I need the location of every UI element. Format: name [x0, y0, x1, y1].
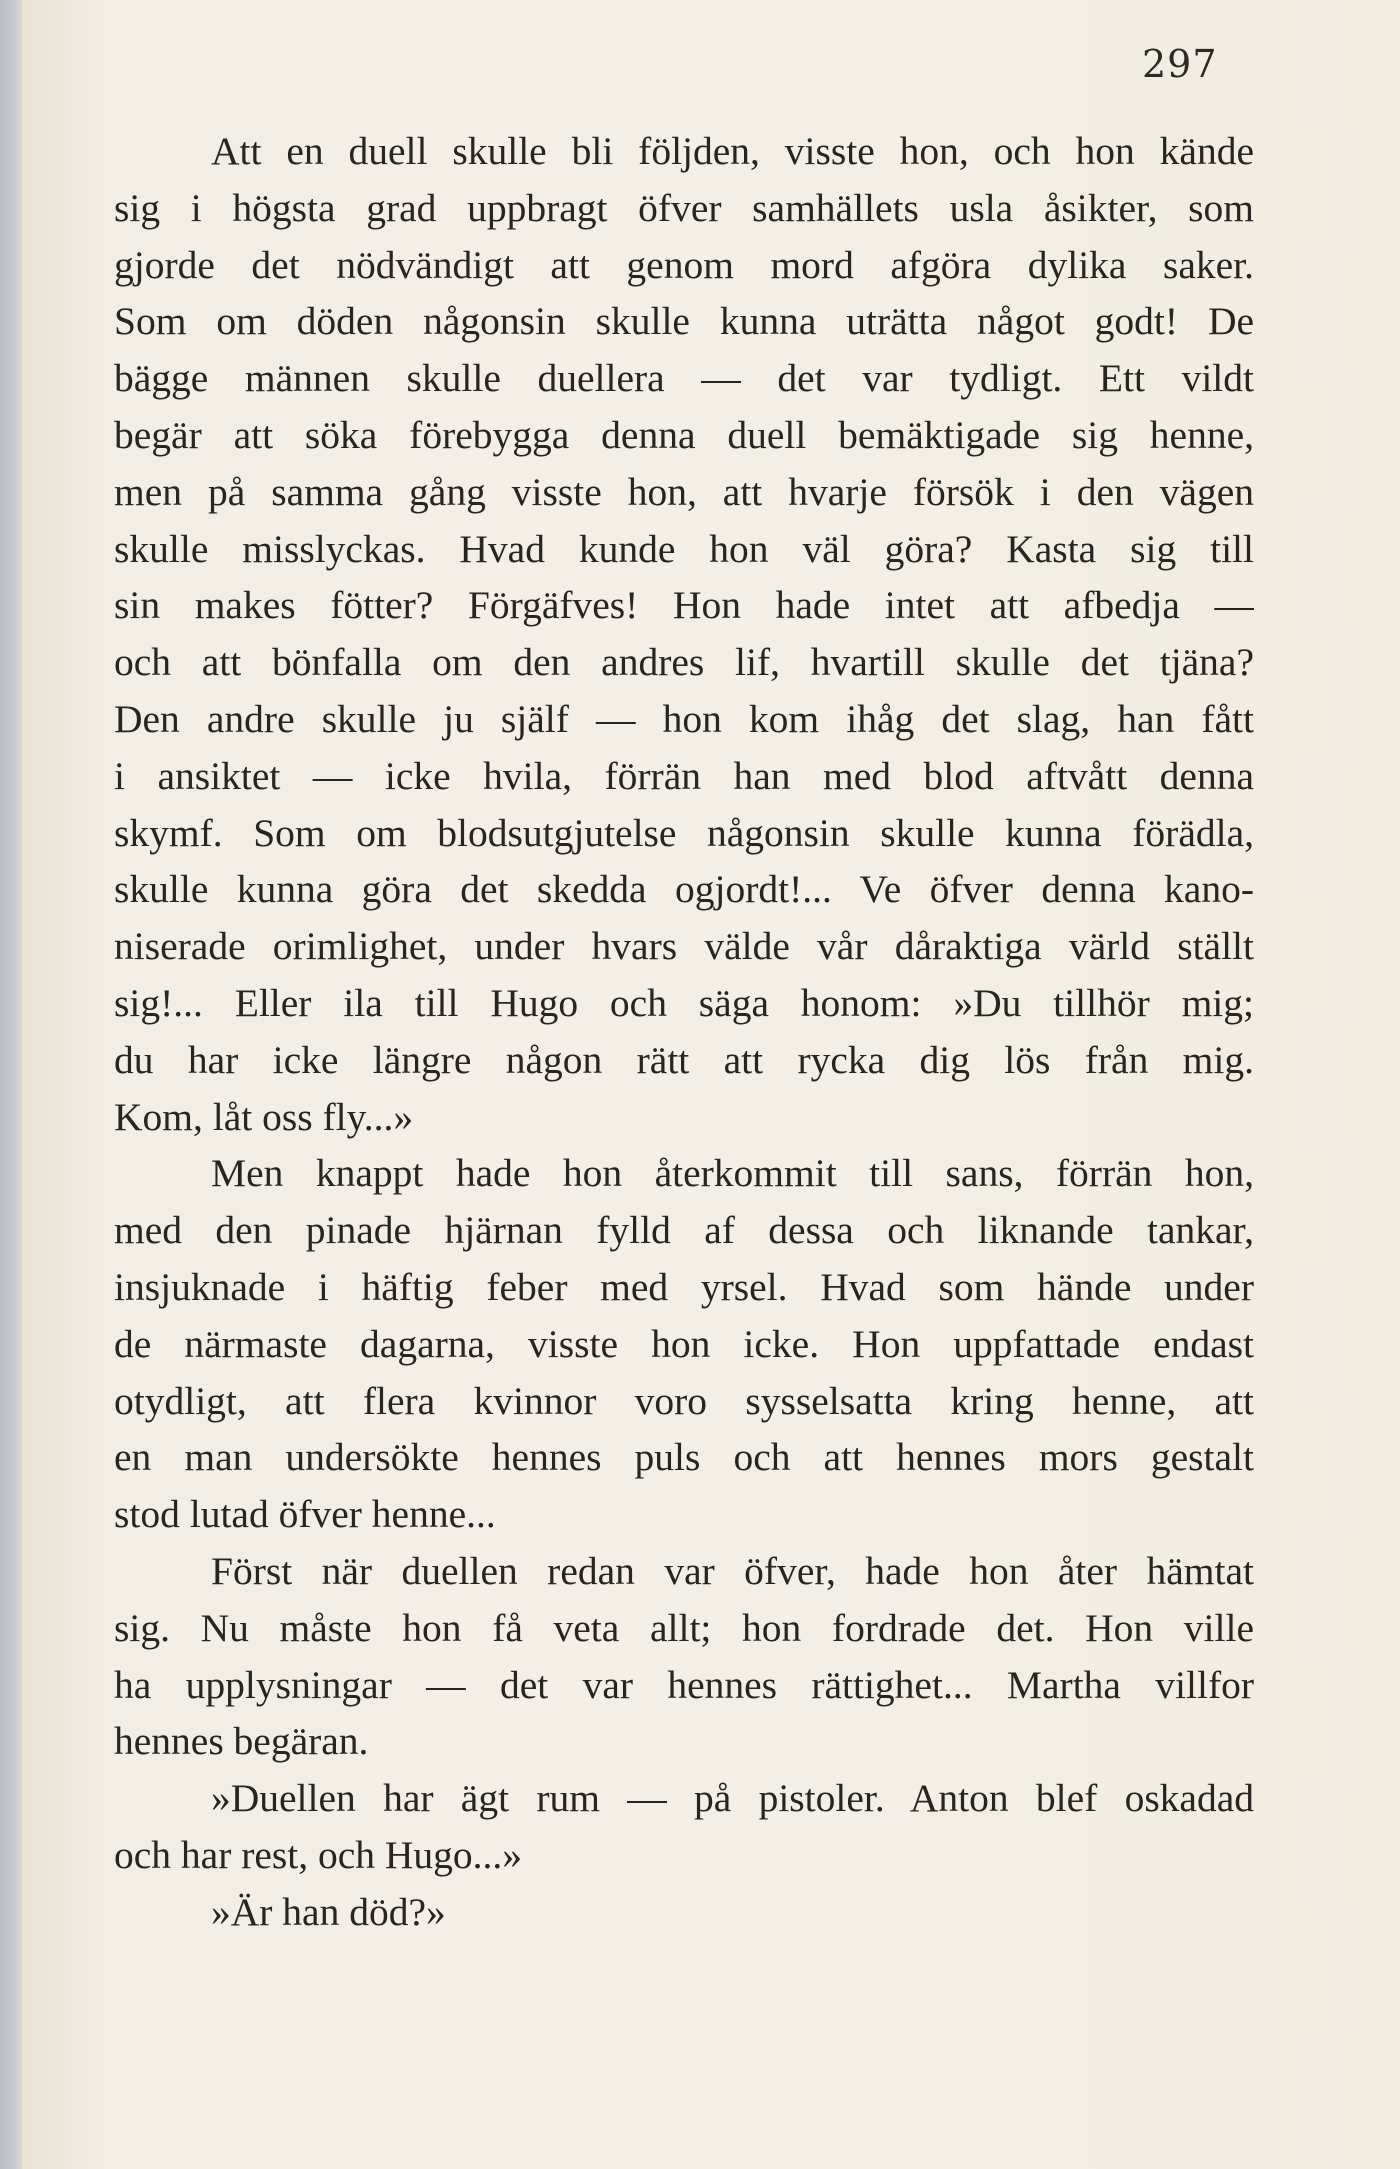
text-line: gjorde det nödvändigt att genom mord afgöra dylika saker. [114, 242, 1254, 287]
text-line: en man undersökte hennes puls och att hennes mors gestalt [114, 1435, 1254, 1480]
text-line: stod lutad öfver henne... [114, 1492, 496, 1537]
text-line: Kom, låt oss fly...» [114, 1094, 414, 1139]
text-line: otydligt, att flera kvinnor voro sysselsatta kring henne, att [114, 1378, 1254, 1423]
book-page [22, 0, 1400, 2169]
text-line: begär att söka förebygga denna duell bemäktigade sig henne, [114, 412, 1254, 457]
text-line: ha upplysningar — det var hennes rättighet... Martha villfor [114, 1662, 1254, 1707]
text-line: men på samma gång visste hon, att hvarje försök i den vägen [114, 469, 1254, 514]
text-line: du har icke längre någon rätt att rycka dig lös från mig. [114, 1037, 1254, 1082]
text-line: sig. Nu måste hon få veta allt; hon fordrade det. Hon ville [114, 1605, 1254, 1650]
text-line: bägge männen skulle duellera — det var tydligt. Ett vildt [114, 356, 1254, 401]
text-line: skulle misslyckas. Hvad kunde hon väl göra? Kasta sig till [114, 526, 1254, 571]
text-line: Först när duellen redan var öfver, hade hon åter hämtat [211, 1548, 1254, 1593]
binding-edge [0, 0, 22, 2169]
text-line: skymf. Som om blodsutgjutelse någonsin skulle kunna förädla, [114, 810, 1254, 855]
paragraph-4 [114, 1770, 1254, 1884]
body-text [114, 123, 1254, 1941]
text-line: Men knappt hade hon återkommit till sans, förrän hon, [211, 1151, 1254, 1196]
text-line: sig i högsta grad uppbragt öfver samhällets usla åsikter, som [114, 185, 1254, 230]
text-line: Som om döden någonsin skulle kunna uträtta något godt! De [114, 299, 1254, 344]
text-line: med den pinade hjärnan fylld af dessa och liknande tankar, [114, 1208, 1254, 1253]
paragraph-5 [114, 1884, 1254, 1941]
text-line: sig!... Eller ila till Hugo och säga honom: »Du tillhör mig; [114, 980, 1254, 1025]
text-line: och har rest, och Hugo...» [114, 1832, 523, 1877]
text-line: och att bönfalla om den andres lif, hvartill skulle det tjäna? [114, 640, 1254, 685]
paragraph-1 [114, 123, 1254, 1145]
text-line: i ansiktet — icke hvila, förrän han med blod aftvått denna [114, 753, 1254, 798]
text-line: »Duellen har ägt rum — på pistoler. Anton blef oskadad [211, 1776, 1254, 1821]
text-line: hennes begäran. [114, 1719, 369, 1764]
text-line: Att en duell skulle bli följden, visste hon, och hon kände [211, 129, 1254, 173]
text-line: de närmaste dagarna, visste hon icke. Hon uppfattade endast [114, 1321, 1254, 1366]
paragraph-2 [114, 1145, 1254, 1543]
page-number: 297 [1142, 42, 1218, 86]
text-line: skulle kunna göra det skedda ogjordt!... Ve öfver denna kano- [114, 867, 1254, 912]
text-line: insjuknade i häftig feber med yrsel. Hvad som hände under [114, 1264, 1254, 1309]
text-line: »Är han död?» [211, 1889, 446, 1934]
text-line: sin makes fötter? Förgäfves! Hon hade intet att afbedja — [114, 583, 1254, 628]
paragraph-3 [114, 1543, 1254, 1770]
text-line: Den andre skulle ju själf — hon kom ihåg det slag, han fått [114, 696, 1254, 741]
text-line: niserade orimlighet, under hvars välde vår dåraktiga värld ställt [114, 924, 1254, 969]
